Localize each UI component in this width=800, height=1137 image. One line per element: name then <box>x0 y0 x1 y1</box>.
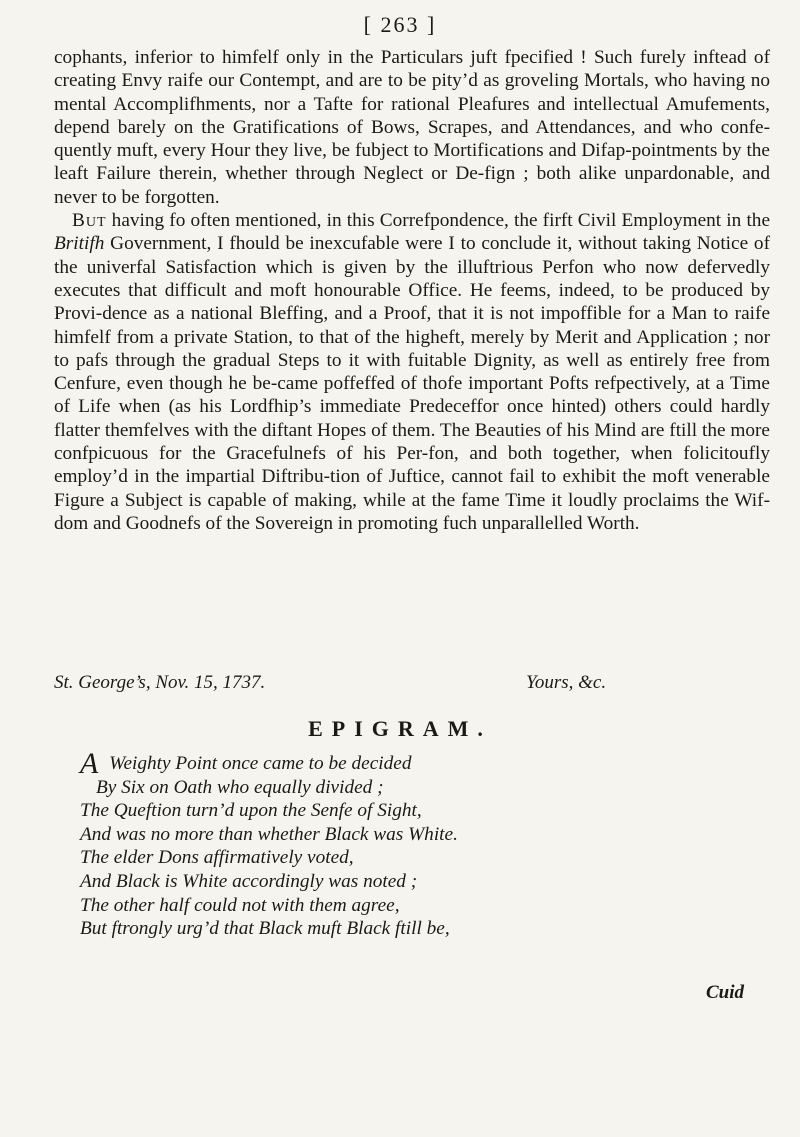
verse-dropcap: A <box>80 747 99 780</box>
signoff-yours: Yours, &c. <box>526 672 607 693</box>
verse-line: The other half could not with them agree, <box>80 894 400 916</box>
verse-line: The Queftion turn’d upon the Senfe of Sight, <box>80 800 422 822</box>
page-number: [ 263 ] <box>363 12 437 37</box>
epigram-title: EPIGRAM. <box>308 716 492 741</box>
verse-line: The elder Dons affirmatively voted, <box>80 847 354 869</box>
paragraph-2-british: Britifh <box>54 233 105 255</box>
letter-body <box>54 46 770 535</box>
paragraph-2 <box>54 209 770 535</box>
paragraph-2-opening: But <box>72 210 107 232</box>
verse-line <box>80 747 760 780</box>
verse-line: And Black is White accordingly was noted ; <box>80 870 418 892</box>
signoff-place-date: St. George’s, Nov. 15, 1737. <box>54 672 266 693</box>
verse-line: By Six on Oath who equally divided ; <box>96 776 384 798</box>
catchword: Cuid <box>706 982 745 1003</box>
verse-line: And was no more than whether Black was White. <box>80 823 458 845</box>
epigram-verse <box>80 747 760 941</box>
paragraph-1: cophants, inferior to himfelf only in the Particulars juft fpecified ! Such furely inftead of creating Envy raife our Contempt, and are to be pity’d as groveling Mortals, who having no mental Accomplifhments, nor a Tafte for rational Pleafures and intellectual Amufements, depend barely on the Gratifications of Bows, Scrapes, and Attendances, and who confe-quently muft, every Hour they live, be fubject to Mortifications and Difap-pointments by the leaft Failure therein, whether through Neglect or De-fign ; both alike unpardonable, and never to be forgotten. <box>54 47 770 208</box>
verse-line-text: Weighty Point once came to be decided <box>104 753 412 774</box>
verse-line: But ftrongly urg’d that Black muft Black ftill be, <box>80 918 450 940</box>
paragraph-2-text-b: Government, I fhould be inexcufable were I to conclude it, without taking Notice of the univerfal Satisfaction which is given by the illuftrious Perfon who now defervedly executes that difficult and moft honourable Office. He feems, indeed, to be produced by Provi-dence as a national Bleffing, and a Proof, that it is not impoffible for a Man to raife himfelf from a private Station, to that of the higheft, merely by Merit and Application ; nor to pafs through the gradual Steps to it with fuitable Dignity, as well as entirely free from Cenfure, even though he be-came poffeffed of thofe important Pofts refpectively, at a Time of Life when (as his Lordfhip’s immediate Predeceffor once hinted) others could hardly flatter themfelves with the diftant Hopes of them. The Beauties of his Mind are ftill the more confpicuous for the Gracefulnefs of his Per-fon, and both together, when folicitoufly employ’d in the impartial Diftribu-tion of Juftice, cannot fail to exhibit the moft venerable Figure a Subject is capable of making, while at the fame Time it loudly proclaims the Wif-dom and Goodnefs of the Sovereign in promoting fuch unparallelled Worth. <box>54 233 770 534</box>
paragraph-2-text-a: having fo often mentioned, in this Correfpondence, the firft Civil Employment in the <box>106 210 770 232</box>
